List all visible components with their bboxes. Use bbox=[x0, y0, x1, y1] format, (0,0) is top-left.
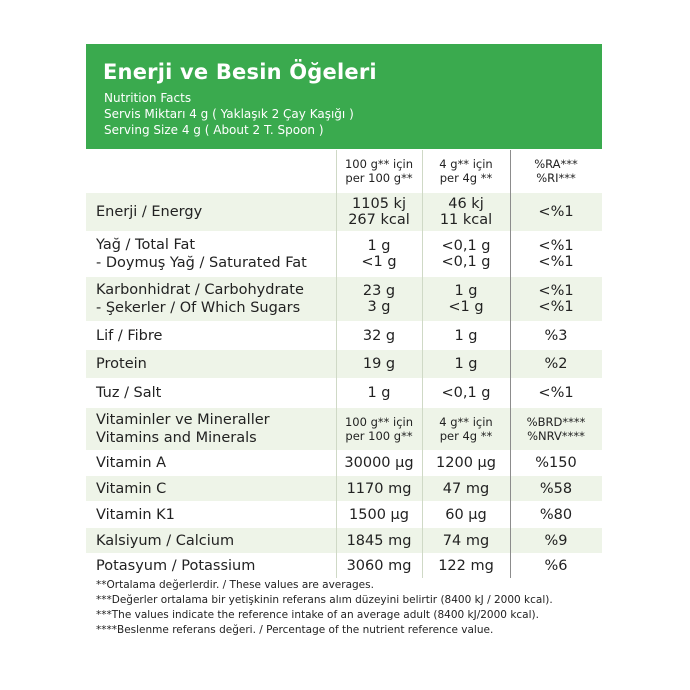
vitamin-ri: %150 bbox=[535, 455, 577, 471]
value-per100: 1 g bbox=[367, 238, 391, 254]
value-per100-secondary: 3 g bbox=[367, 299, 391, 315]
footnote: **Ortalama değerlerdir. / These values are averages. bbox=[96, 579, 374, 591]
value-per4: 46 kj bbox=[448, 196, 484, 212]
value-ri: <%1 bbox=[538, 238, 574, 254]
vitamin-per100: 3060 mg bbox=[346, 558, 412, 574]
value-per4: 1 g bbox=[454, 327, 478, 344]
table-row bbox=[86, 277, 602, 321]
column-header-per100-tr: 100 g** için bbox=[344, 157, 414, 171]
row-sublabel: - Doymuş Yağ / Saturated Fat bbox=[96, 255, 307, 271]
value-per100-secondary: <1 g bbox=[361, 254, 397, 270]
value-per4: 1 g bbox=[454, 356, 478, 372]
vitamin-per100: 1500 µg bbox=[349, 506, 409, 523]
value-ri: <%1 bbox=[538, 283, 574, 299]
vitamin-per4: 1200 µg bbox=[436, 455, 496, 471]
vitamin-ri: %9 bbox=[544, 532, 568, 549]
row-sublabel: - Şekerler / Of Which Sugars bbox=[96, 300, 301, 316]
value-per4: 1 g bbox=[454, 283, 478, 299]
vitamins-per4-en: per 4g ** bbox=[439, 429, 493, 443]
footnotes bbox=[96, 578, 553, 638]
column-header-empty bbox=[86, 150, 336, 192]
vitamin-per4: 74 mg bbox=[442, 532, 490, 549]
row-label: Protein bbox=[96, 356, 147, 372]
serving-size-tr: Servis Miktarı 4 g ( Yaklaşık 2 Çay Kaşığı ) bbox=[104, 107, 354, 121]
value-ri: <%1 bbox=[538, 204, 574, 220]
vitamins-brd: %BRD**** bbox=[526, 415, 586, 429]
nutrition-header bbox=[86, 44, 602, 149]
value-per4: <0,1 g bbox=[441, 238, 491, 254]
vitamins-nrv: %NRV**** bbox=[527, 429, 585, 443]
value-per100: 23 g bbox=[362, 283, 396, 299]
value-per4: <0,1 g bbox=[441, 385, 491, 401]
vitamin-row bbox=[86, 528, 602, 553]
column-header-per4-tr: 4 g** için bbox=[439, 157, 493, 171]
column-divider bbox=[336, 150, 337, 578]
value-per4-secondary: 11 kcal bbox=[439, 212, 493, 228]
vitamin-per100: 30000 µg bbox=[344, 455, 414, 471]
vitamins-per100-en: per 100 g** bbox=[345, 429, 413, 443]
vitamins-header-en: Vitamins and Minerals bbox=[96, 430, 257, 446]
serving-size-en: Serving Size 4 g ( About 2 T. Spoon ) bbox=[104, 123, 324, 137]
value-per100: 1 g bbox=[367, 385, 391, 401]
nutrition-card bbox=[86, 44, 602, 645]
vitamin-label: Vitamin K1 bbox=[96, 506, 175, 523]
value-per100: 32 g bbox=[362, 327, 396, 344]
value-ri-secondary: <%1 bbox=[538, 254, 574, 270]
vitamin-row bbox=[86, 476, 602, 501]
value-ri: <%1 bbox=[538, 385, 574, 401]
row-label: Tuz / Salt bbox=[96, 385, 162, 401]
vitamin-per4: 47 mg bbox=[442, 480, 490, 497]
vitamin-label: Potasyum / Potassium bbox=[96, 558, 256, 574]
column-header-ri bbox=[510, 150, 602, 192]
vitamins-header-row bbox=[86, 408, 602, 450]
nutrition-title: Enerji ve Besin Öğeleri bbox=[103, 60, 377, 84]
column-header-per4 bbox=[422, 150, 510, 192]
vitamins-per4-tr: 4 g** için bbox=[439, 415, 493, 429]
table-row bbox=[86, 379, 602, 407]
value-ri-secondary: <%1 bbox=[538, 299, 574, 315]
column-header-row bbox=[86, 150, 602, 192]
vitamin-ri: %58 bbox=[539, 480, 573, 497]
column-header-per100-en: per 100 g** bbox=[345, 171, 413, 185]
footnote: ***Değerler ortalama bir yetişkinin referans alım düzeyini belirtir (8400 kJ / 2000 kcal). bbox=[96, 594, 553, 606]
vitamins-per100-tr: 100 g** için bbox=[344, 415, 414, 429]
table-row bbox=[86, 322, 602, 349]
column-divider bbox=[422, 150, 423, 578]
table-row bbox=[86, 232, 602, 276]
column-divider bbox=[510, 150, 511, 578]
row-label: Karbonhidrat / Carbohydrate bbox=[96, 282, 304, 298]
row-label: Yağ / Total Fat bbox=[96, 237, 196, 253]
vitamin-label: Vitamin A bbox=[96, 455, 167, 471]
vitamin-ri: %80 bbox=[539, 506, 573, 523]
column-header-per4-en: per 4g ** bbox=[439, 171, 493, 185]
footnote: ****Beslenme referans değeri. / Percentage of the nutrient reference value. bbox=[96, 624, 494, 636]
table-row bbox=[86, 193, 602, 231]
table-row bbox=[86, 350, 602, 378]
vitamin-row bbox=[86, 451, 602, 475]
vitamins-header-tr: Vitaminler ve Mineraller bbox=[96, 412, 270, 428]
row-label: Lif / Fibre bbox=[96, 327, 163, 344]
value-ri: %2 bbox=[544, 356, 568, 372]
value-per100: 1105 kj bbox=[352, 196, 406, 212]
vitamin-per100: 1845 mg bbox=[346, 532, 412, 549]
value-per4-secondary: <0,1 g bbox=[441, 254, 491, 270]
column-header-ra: %RA*** bbox=[534, 157, 578, 171]
row-label: Enerji / Energy bbox=[96, 204, 203, 220]
subtitle-nutrition-facts: Nutrition Facts bbox=[104, 91, 192, 105]
vitamin-per4: 122 mg bbox=[438, 558, 494, 574]
vitamin-label: Vitamin C bbox=[96, 480, 167, 497]
value-ri: %3 bbox=[544, 327, 568, 344]
vitamin-row bbox=[86, 554, 602, 578]
vitamin-ri: %6 bbox=[544, 558, 568, 574]
vitamin-label: Kalsiyum / Calcium bbox=[96, 532, 235, 549]
column-header-ri-en: %RI*** bbox=[536, 171, 576, 185]
vitamin-per100: 1170 mg bbox=[346, 480, 412, 497]
column-header-per100 bbox=[336, 150, 422, 192]
footnote: ***The values indicate the reference intake of an average adult (8400 kJ/2000 kcal). bbox=[96, 609, 539, 621]
value-per100-secondary: 267 kcal bbox=[348, 212, 410, 228]
value-per4-secondary: <1 g bbox=[448, 299, 484, 315]
vitamin-row bbox=[86, 502, 602, 527]
value-per100: 19 g bbox=[362, 356, 396, 372]
vitamin-per4: 60 µg bbox=[445, 506, 487, 523]
